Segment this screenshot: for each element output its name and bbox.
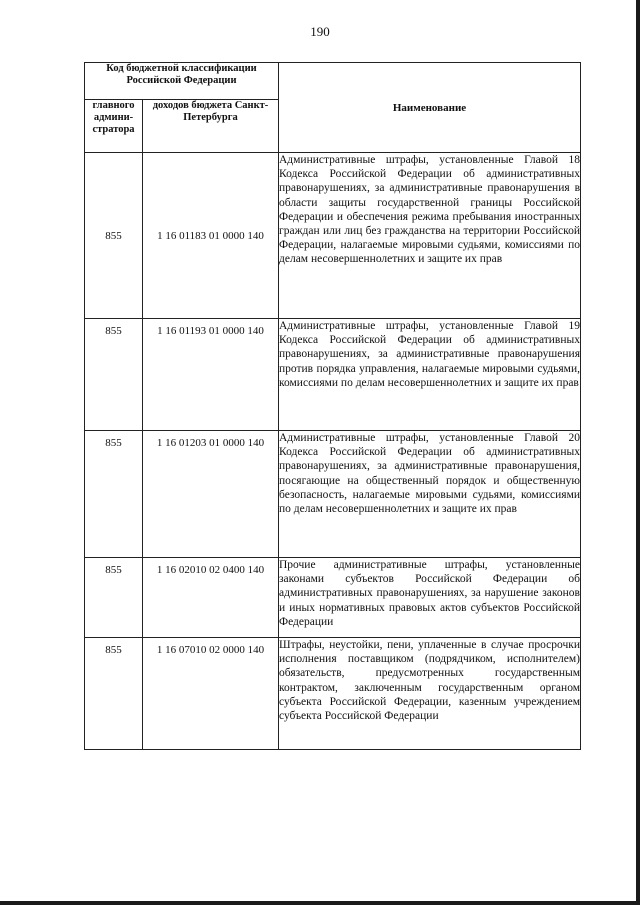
revenue-code-cell: 1 16 01193 01 0000 140 <box>143 319 279 431</box>
admin-code-cell: 855 <box>85 431 143 558</box>
admin-code-cell: 855 <box>85 638 143 750</box>
name-cell: Административные штрафы, установленные Главой 19 Кодекса Российской Федерации об административных правонарушениях, за административные правонарушения против порядка управления, налагаемые мировыми судьями, комиссиями по делам несовершеннолетних и защите их прав <box>279 319 581 431</box>
name-cell: Штрафы, неустойки, пени, уплаченные в случае просрочки исполнения поставщиком (подрядчиком, исполнителем) обязательств, предусмотренных государственным контрактом, заключенным государственным органом субъекта Российской Федерации, казенным учреждением субъекта Российской Федерации <box>279 638 581 750</box>
admin-code-cell: 855 <box>85 153 143 319</box>
revenue-code-cell: 1 16 01203 01 0000 140 <box>143 431 279 558</box>
admin-code-cell: 855 <box>85 558 143 638</box>
table-row <box>85 638 581 750</box>
name-cell: Административные штрафы, установленные Главой 18 Кодекса Российской Федерации об административных правонарушениях, за административные правонарушения в области защиты государственной границы Российской Федерации и обеспечения режима пребывания иностранных граждан или лиц без гражданства на территории Российской Федерации, налагаемые мировыми судьями, комиссиями по делам несовершеннолетних и защите их прав <box>279 153 581 319</box>
revenue-code-cell: 1 16 01183 01 0000 140 <box>143 153 279 319</box>
admin-code-cell: 855 <box>85 319 143 431</box>
name-cell: Административные штрафы, установленные Главой 20 Кодекса Российской Федерации об административных правонарушениях, за административные правонарушения, посягающие на общественный порядок и общественную безопасность, налагаемые мировыми судьями, комиссиями по делам несовершеннолетних и защите их прав <box>279 431 581 558</box>
table-row <box>85 153 581 319</box>
header-revenue-code: доходов бюджета Санкт-Петербурга <box>143 100 279 153</box>
page-number: 190 <box>310 24 330 39</box>
table-row <box>85 319 581 431</box>
table-row <box>85 558 581 638</box>
revenue-code-cell: 1 16 02010 02 0400 140 <box>143 558 279 638</box>
header-name: Наименование <box>279 63 581 153</box>
table-row <box>85 431 581 558</box>
header-classification-code: Код бюджетной классификации Российской Федерации <box>85 63 279 100</box>
revenue-code-cell: 1 16 07010 02 0000 140 <box>143 638 279 750</box>
name-cell: Прочие административные штрафы, установленные законами субъектов Российской Федерации об административных правонарушениях, за нарушение законов и иных нормативных правовых актов субъектов Российской Федерации <box>279 558 581 638</box>
header-admin-code: главного админи-стратора <box>85 100 143 153</box>
budget-classification-table <box>84 62 581 750</box>
